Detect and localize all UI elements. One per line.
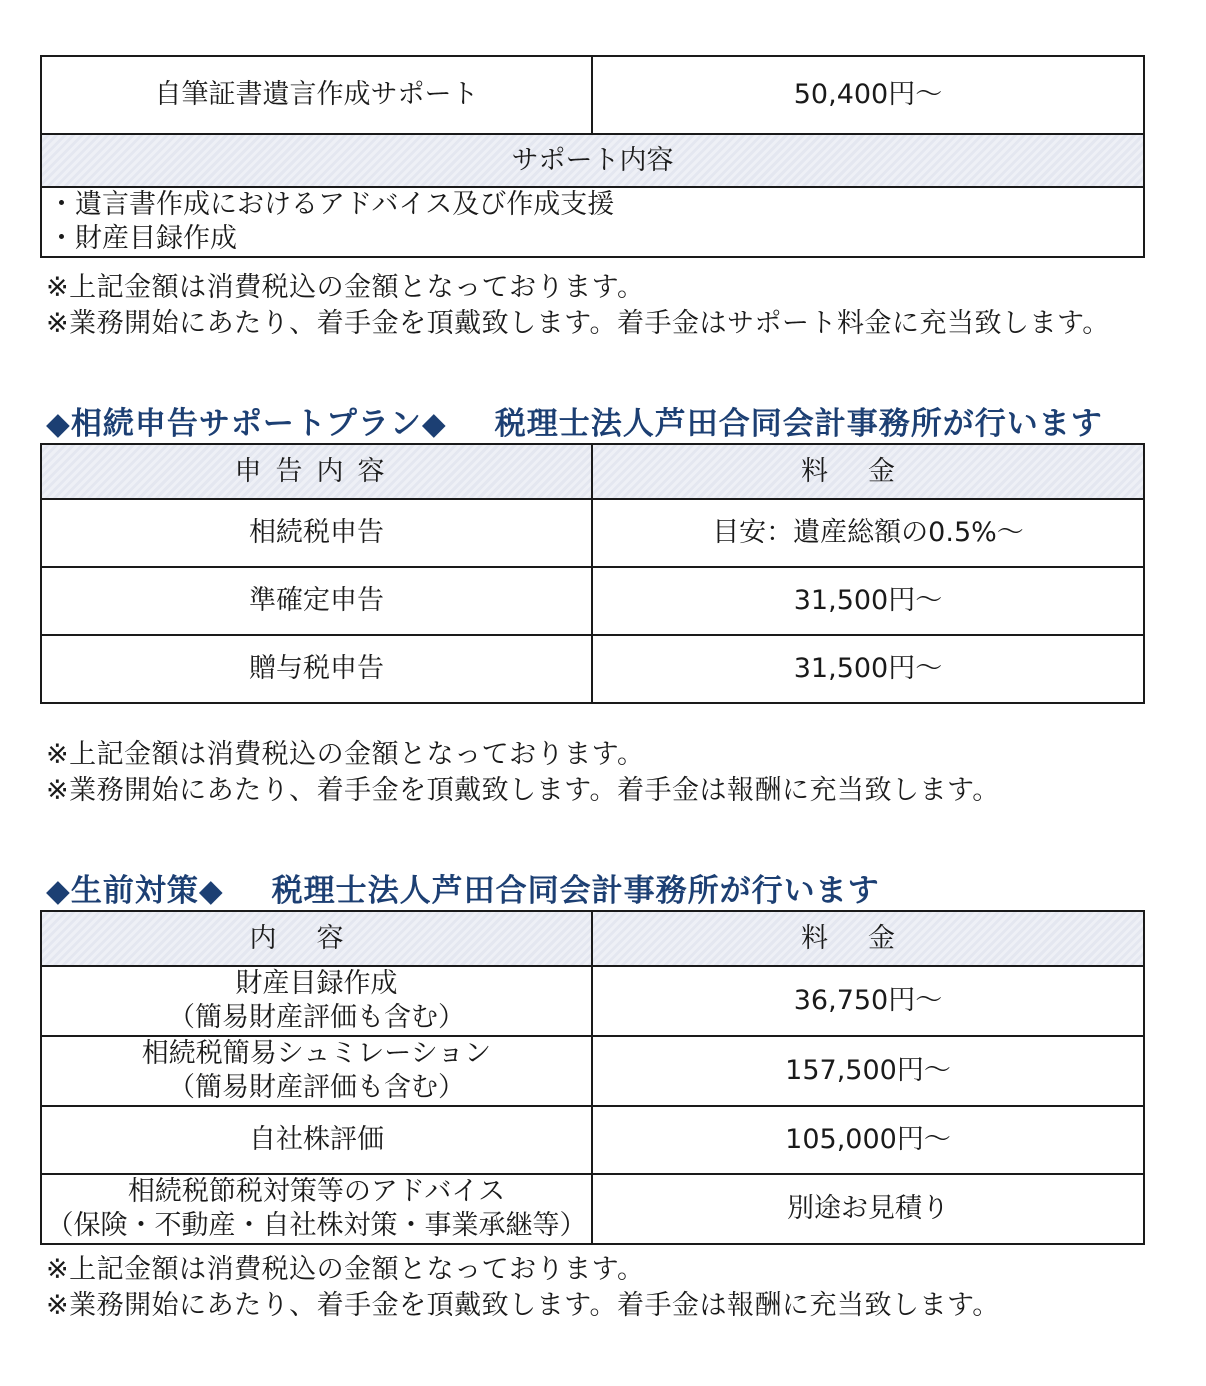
section-provider: 税理士法人芦田合同会計事務所が行います <box>494 406 1103 442</box>
section-provider: 税理士法人芦田合同会計事務所が行います <box>271 873 880 909</box>
item-name: 財産目録作成 <box>235 968 398 999</box>
table-row-price: 157,500円～ <box>592 1036 1144 1106</box>
table-row-item <box>41 1174 592 1244</box>
item-sub: （簡易財産評価も含む） <box>168 1002 465 1033</box>
table-row-item <box>41 966 592 1036</box>
tax-filing-table <box>40 443 1145 704</box>
table-row-item: 準確定申告 <box>41 567 592 635</box>
column-header: 申告内容 <box>41 444 592 499</box>
support-header: サポート内容 <box>41 134 1144 187</box>
notes-3 <box>46 1252 1000 1324</box>
notes-1 <box>46 270 1110 342</box>
table-row-price: 目安：遺産総額の0.5%～ <box>592 499 1144 567</box>
column-header: 料金 <box>592 444 1144 499</box>
item-sub: （簡易財産評価も含む） <box>168 1072 465 1103</box>
pre-planning-table <box>40 910 1145 1245</box>
item-name: 相続税節税対策等のアドバイス <box>127 1176 506 1207</box>
section-title: ◆生前対策◆ <box>46 873 224 909</box>
support-item: ・財産目録作成 <box>48 223 237 254</box>
note: ※業務開始にあたり、着手金を頂戴致します。着手金は報酬に充当致します。 <box>46 1290 1000 1321</box>
service-price: 50,400円～ <box>592 56 1144 134</box>
table-row-price: 31,500円～ <box>592 635 1144 703</box>
item-sub: （保険・不動産・自社株対策・事業承継等） <box>46 1210 587 1241</box>
support-item: ・遺言書作成におけるアドバイス及び作成支援 <box>48 189 615 220</box>
column-header: 内容 <box>41 911 592 966</box>
column-header: 料金 <box>592 911 1144 966</box>
section-title: ◆相続申告サポートプラン◆ <box>46 406 447 442</box>
table-row-item: 相続税申告 <box>41 499 592 567</box>
support-items <box>41 187 1144 257</box>
table-row-price: 36,750円～ <box>592 966 1144 1036</box>
table-row-item: 自社株評価 <box>41 1106 592 1174</box>
note: ※業務開始にあたり、着手金を頂戴致します。着手金は報酬に充当致します。 <box>46 775 1000 806</box>
table-row-price: 105,000円～ <box>592 1106 1144 1174</box>
section-heading-tax-filing <box>46 398 1103 443</box>
table-row-price: 31,500円～ <box>592 567 1144 635</box>
service-name: 自筆証書遺言作成サポート <box>41 56 592 134</box>
section-heading-pre-planning <box>46 865 880 910</box>
table-row-price: 別途お見積り <box>592 1174 1144 1244</box>
note: ※業務開始にあたり、着手金を頂戴致します。着手金はサポート料金に充当致します。 <box>46 308 1110 339</box>
note: ※上記金額は消費税込の金額となっております。 <box>46 1254 645 1285</box>
table-row-item: 贈与税申告 <box>41 635 592 703</box>
note: ※上記金額は消費税込の金額となっております。 <box>46 272 645 303</box>
item-name: 相続税簡易シュミレーション <box>141 1038 492 1069</box>
note: ※上記金額は消費税込の金額となっております。 <box>46 739 645 770</box>
table-row-item <box>41 1036 592 1106</box>
notes-2 <box>46 737 1000 809</box>
will-support-table <box>40 55 1145 258</box>
